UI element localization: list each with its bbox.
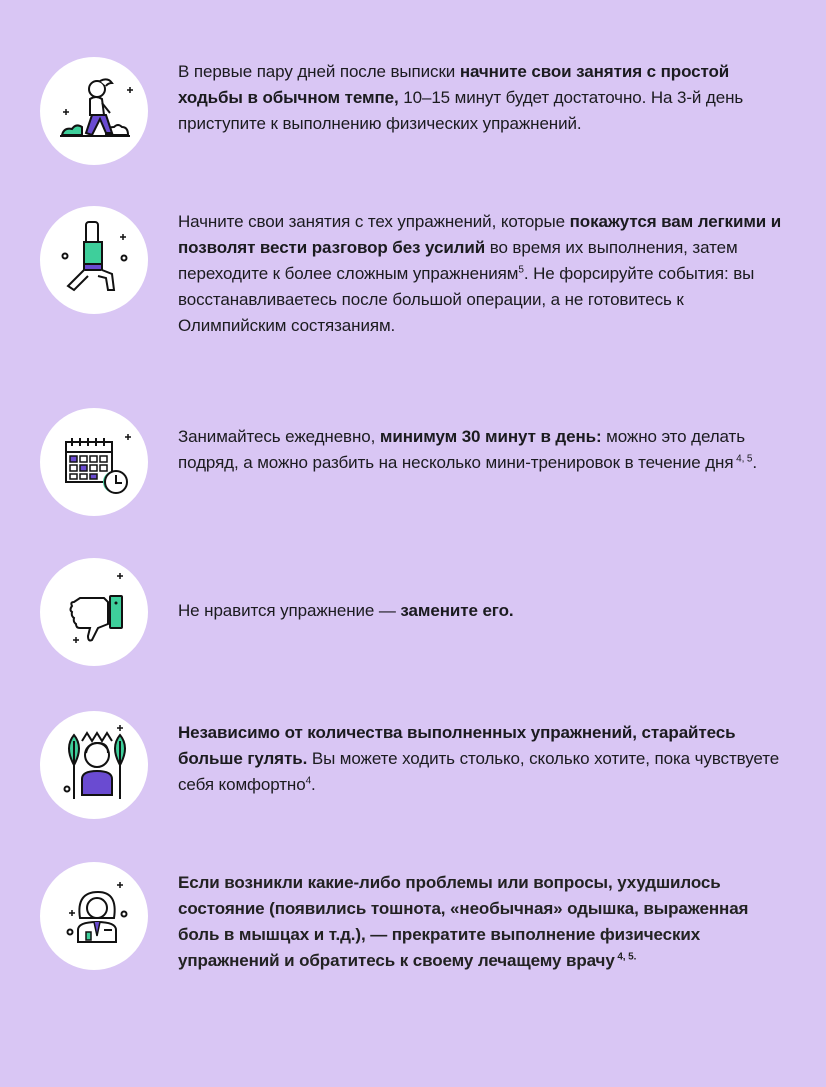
tip-text: В первые пару дней после выписки начните свои занятия с простой ходьбы в обычном темпе, 10–15 минут будет достаточно. На 3-й день приступите к выполнению физических упражнений.	[178, 62, 744, 133]
tip-text: Независимо от количества выполненных упражнений, старайтесь больше гулять. Вы можете ходить столько, сколько хотите, пока чувствуете себя комфортно$^4$.	[178, 723, 780, 794]
icon-circle	[40, 558, 148, 666]
walking-person-icon	[40, 57, 148, 165]
icon-circle	[40, 206, 148, 314]
person-in-forest-icon	[40, 711, 148, 819]
yoga-lunge-icon	[40, 206, 148, 314]
tip-text: Не нравится упражнение — замените его.	[178, 601, 514, 620]
tip-text: Начните свои занятия с тех упражнений, которые покажутся вам легкими и позволят вести разговор без усилий во время их выполнения, затем переходите к более сложным упражнениям$^5$. Не форсируйте события: вы восстанавливаетесь после большой операции, а не готовитесь к Олимпийским состязаниям.	[178, 212, 782, 335]
tip-text: Занимайтесь ежедневно, минимум 30 минут в день: можно это делать подряд, а можно разбить на несколько мини-тренировок в течение дня $^{4, 5}$.	[178, 427, 758, 472]
icon-circle	[40, 862, 148, 970]
icon-circle	[40, 408, 148, 516]
icon-circle	[40, 57, 148, 165]
doctor-icon	[40, 862, 148, 970]
thumbs-down-icon	[40, 558, 148, 666]
calendar-clock-icon	[40, 408, 148, 516]
icon-circle	[40, 711, 148, 819]
tip-text: Если возникли какие-либо проблемы или вопросы, ухудшилось состояние (появились тошнота, «необычная» одышка, выраженная боль в мышцах и т.д.), — прекратите выполнение физических упражнений и обратитесь к своему лечащему врачу $^{4, 5.}$	[178, 873, 749, 970]
